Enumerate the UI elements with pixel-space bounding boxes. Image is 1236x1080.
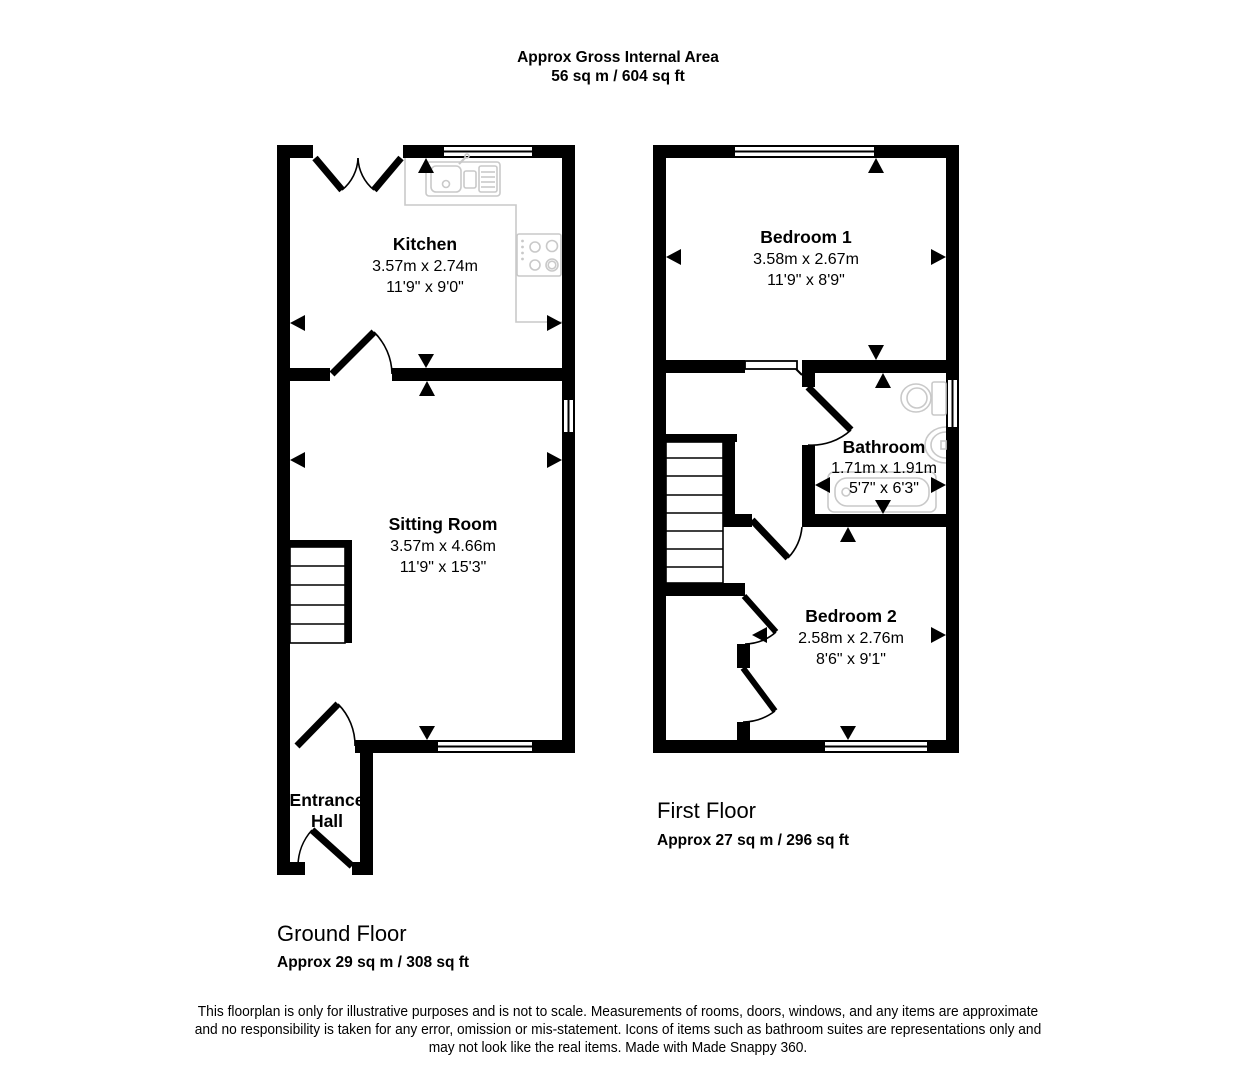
first-floor-caption [657, 798, 849, 849]
page-title: Approx Gross Internal Area [517, 49, 719, 66]
cupboard-door-lower [743, 668, 775, 722]
sitting-room-rear-window [437, 741, 533, 752]
kitchen-metric: 3.57m x 2.74m [372, 258, 478, 275]
bedroom2-imperial: 8'6" x 9'1" [816, 651, 886, 668]
kitchen-imperial: 11'9" x 9'0" [386, 279, 464, 296]
kitchen-sink-icon [426, 154, 500, 196]
sitting-room-label [389, 514, 498, 576]
bedroom1-name: Bedroom 1 [760, 227, 852, 247]
bedroom1-label [753, 227, 859, 289]
bathroom-metric: 1.71m x 1.91m [831, 460, 937, 477]
bedroom1-imperial: 11'9" x 8'9" [767, 272, 845, 289]
bedroom1-door [745, 361, 802, 375]
basin-icon [925, 427, 946, 463]
entrance-hall-label [290, 790, 365, 831]
ground-floor-walls [277, 145, 575, 875]
hob-icon [517, 234, 561, 276]
ground-floor-name: Ground Floor [277, 921, 407, 946]
ground-floor-caption [277, 921, 469, 971]
first-floor-stairs-icon [666, 442, 723, 583]
bathroom-imperial: 5'7" x 6'3" [849, 480, 919, 497]
bedroom2-window [824, 741, 928, 752]
bathroom-window [947, 379, 958, 428]
entrance-hall-line1: Entrance [289, 790, 365, 810]
sitting-room-imperial: 11'9" x 15'3" [399, 559, 487, 576]
toilet-icon [901, 382, 946, 415]
sitting-room-metric: 3.57m x 4.66m [390, 538, 496, 555]
ground-floor-plan [277, 145, 575, 971]
first-floor-plan [653, 145, 959, 849]
hall-door [297, 704, 355, 746]
stairs-icon [288, 540, 352, 643]
entrance-hall-line2: Hall [310, 811, 344, 831]
disclaimer-line3: may not look like the real items. Made with Made Snappy 360. [428, 1038, 808, 1056]
ground-floor-area: Approx 29 sq m / 308 sq ft [277, 954, 470, 971]
bedroom1-metric: 3.58m x 2.67m [753, 251, 859, 268]
bedroom2-name: Bedroom 2 [805, 606, 897, 626]
kitchen-door [332, 332, 392, 374]
bedroom2-door [752, 520, 802, 558]
header [517, 49, 719, 85]
kitchen-double-door [315, 158, 401, 190]
first-floor-area: Approx 27 sq m / 296 sq ft [657, 832, 850, 849]
kitchen-label [372, 234, 478, 296]
disclaimer-line2: and no responsibility is taken for any error, omission or mis-statement. Icons of items such as bathroom suites are representations only and [194, 1020, 1042, 1038]
bedroom1-window [734, 146, 875, 157]
kitchen-name: Kitchen [392, 234, 458, 254]
disclaimer-line1: This floorplan is only for illustrative purposes and is not to scale. Measurements of rooms, doors, windows, and any items are approximate [197, 1002, 1039, 1020]
disclaimer [195, 1003, 1042, 1055]
first-floor-name: First Floor [657, 798, 756, 823]
kitchen-window [443, 146, 533, 157]
front-door [298, 830, 352, 866]
bathroom-name: Bathroom [842, 437, 926, 457]
bedroom2-metric: 2.58m x 2.76m [798, 630, 904, 647]
page-subtitle: 56 sq m / 604 sq ft [551, 68, 685, 85]
sitting-room-name: Sitting Room [388, 514, 498, 534]
bedroom2-label [798, 606, 904, 668]
sitting-room-side-window [563, 399, 574, 433]
